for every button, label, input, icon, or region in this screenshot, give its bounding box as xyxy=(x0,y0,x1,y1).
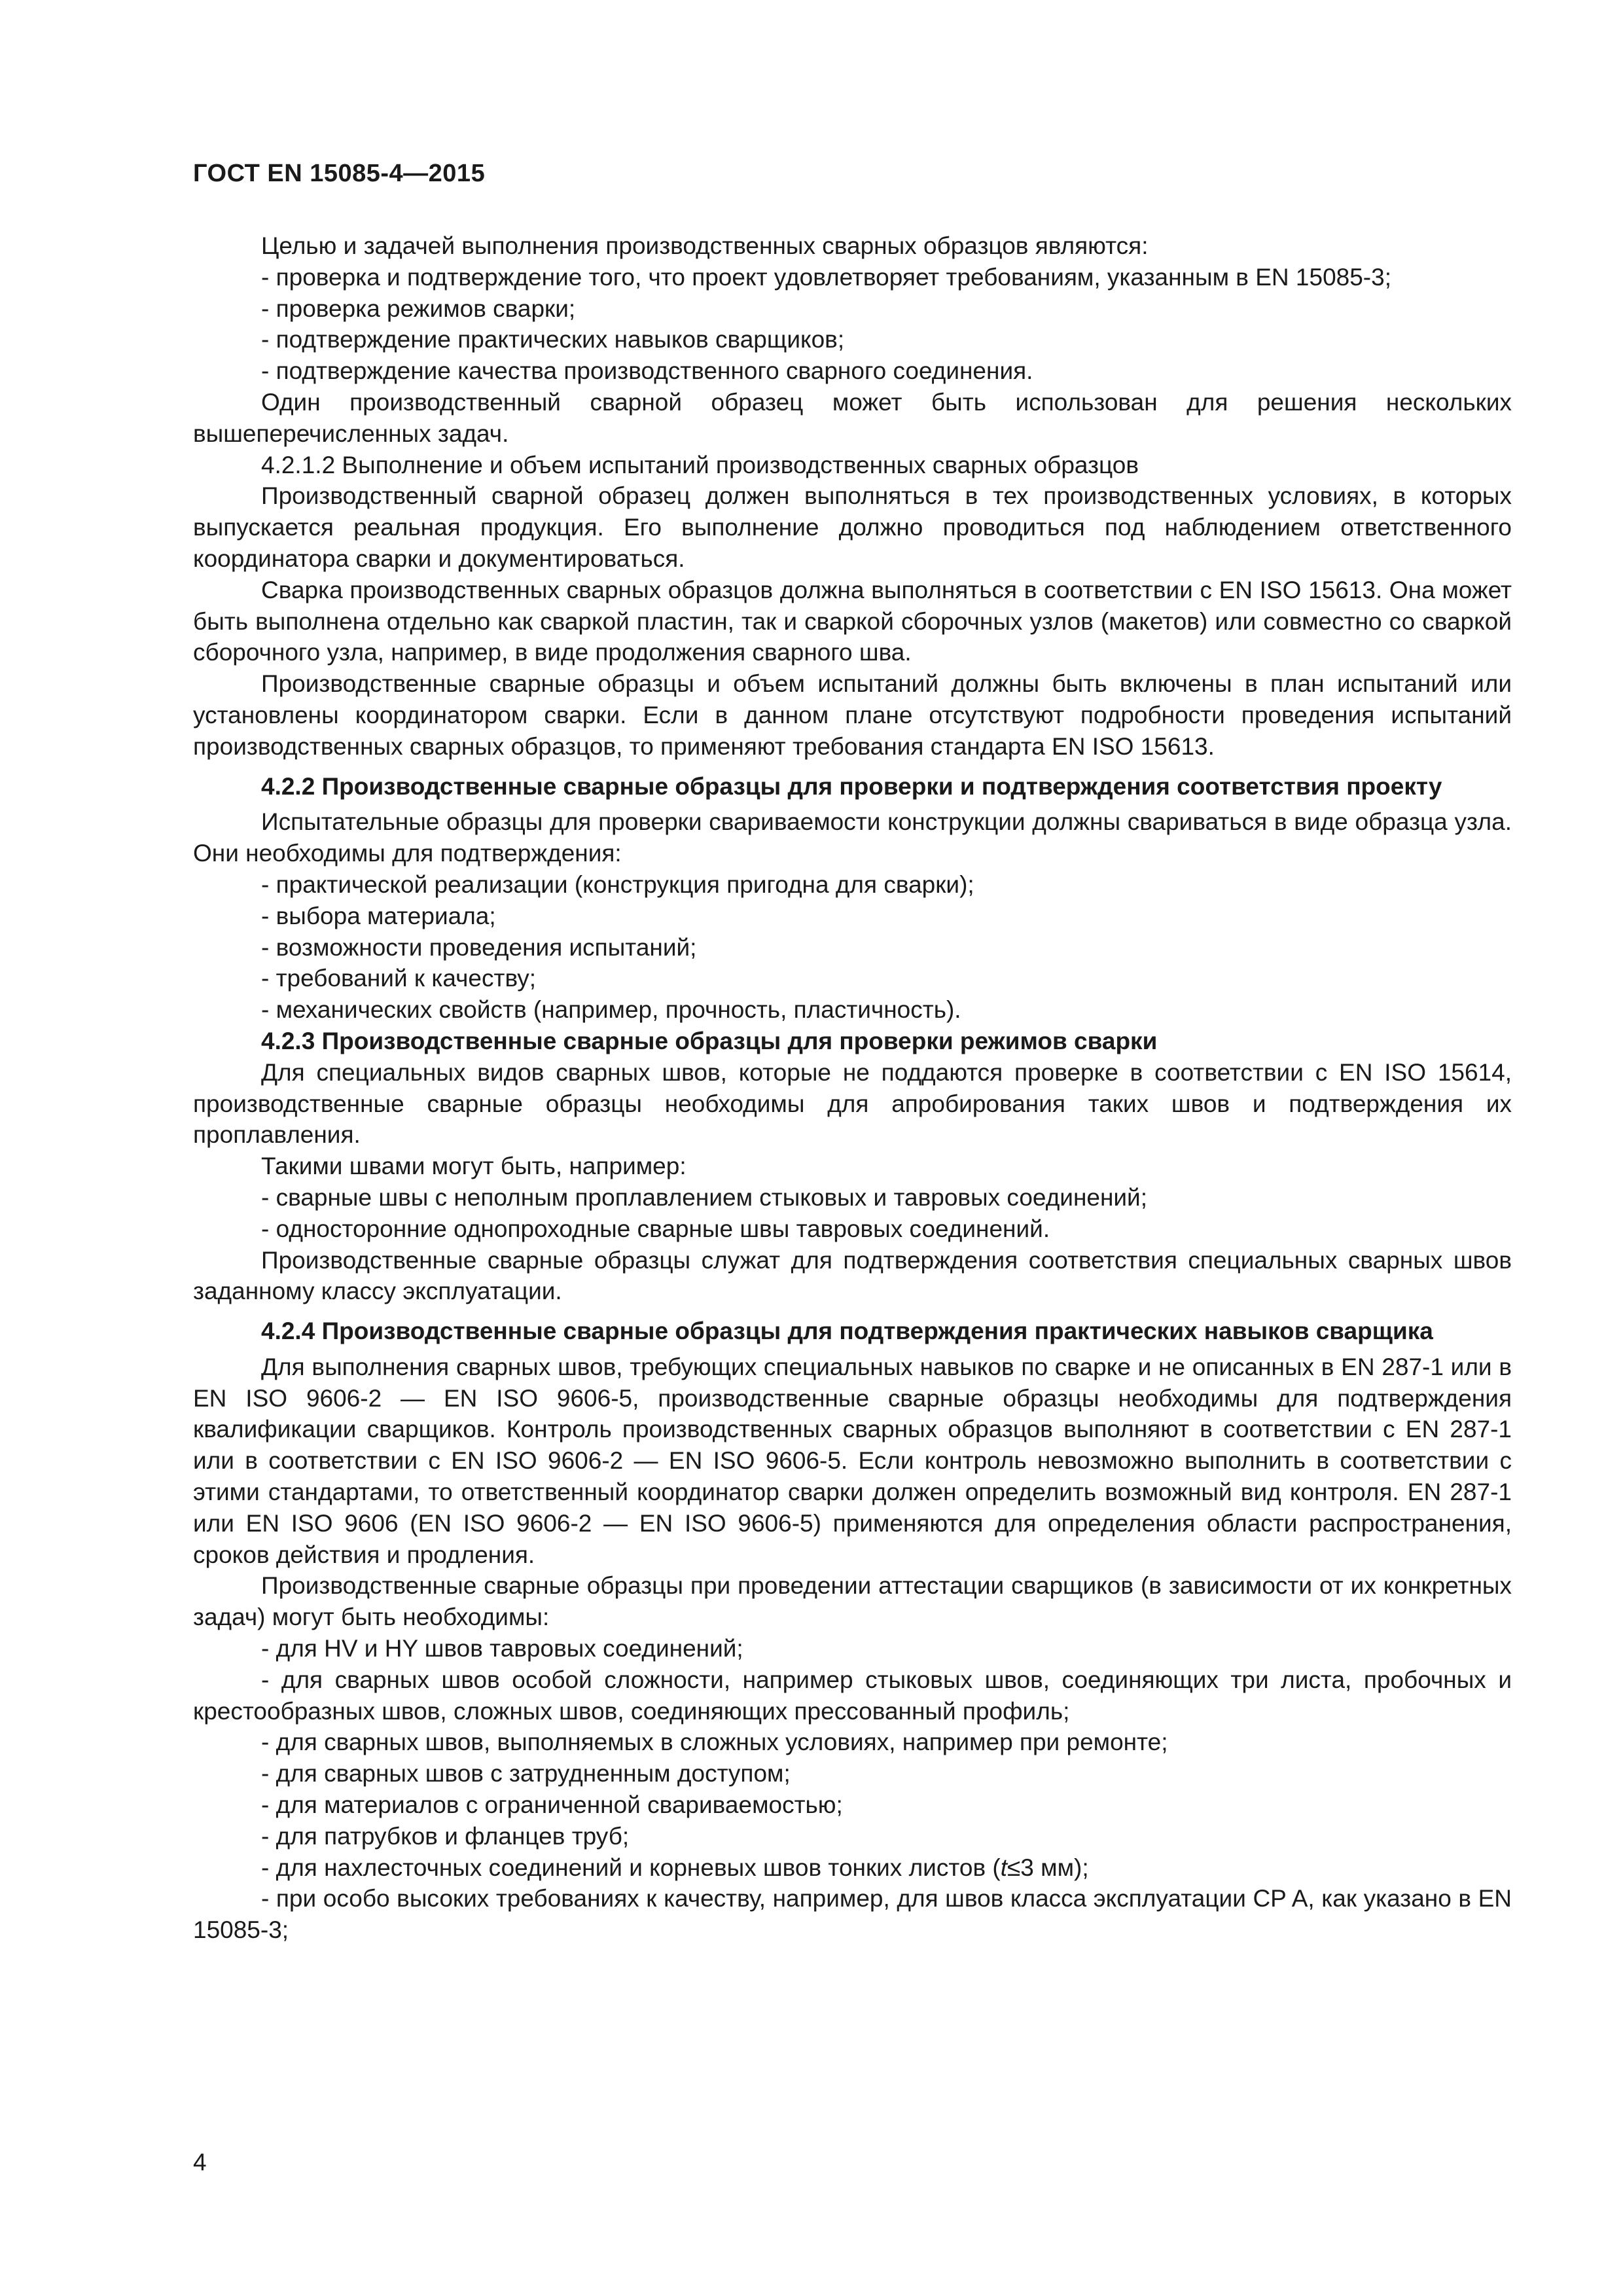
list-item: - для сварных швов особой сложности, например стыковых швов, соединяющих три листа, пробочных и крестообразных швов, сложных швов, соединяющих прессованный профиль; xyxy=(193,1666,1512,1725)
paragraph: Сварка производственных сварных образцов должна выполняться в соответствии с EN ISO 15613. Она может быть выполнена отдельно как сваркой пластин, так и сваркой сборочных узлов (макетов) или совместно со сваркой сборочного узла, например, в виде продолжения сварного шва. xyxy=(193,576,1512,666)
list-item: - для материалов с ограниченной свариваемостью; xyxy=(261,1791,843,1819)
page-number: 4 xyxy=(193,2149,207,2176)
paragraph: Для выполнения сварных швов, требующих специальных навыков по сварке и не описанных в EN 287-1 или в EN ISO 9606-2 — EN ISO 9606-5, производственные сварные образцы необходимы для подтверждения квалификации сварщиков. Контроль производственных сварных образцов выполняют в соответствии с EN 287-1 или в соответствии с EN ISO 9606-2 — EN ISO 9606-5. Если контроль невозможно выполнить в соответствии с этими стандартами, то ответственный координатор сварки должен определить возможный вид контроля. EN 287-1 или EN ISO 9606 (EN ISO 9606-2 — EN ISO 9606-5) применяются для определения области распространения, сроков действия и продления. xyxy=(193,1353,1512,1568)
paragraph: Производственный сварной образец должен выполняться в тех производственных условиях, в которых выпускается реальная продукция. Его выполнение должно проводиться под наблюдением ответственного координатора сварки и документироваться. xyxy=(193,482,1512,572)
list-item: - возможности проведения испытаний; xyxy=(261,933,697,961)
list-item: - проверка режимов сварки; xyxy=(261,295,576,322)
list-item: - сварные швы с неполным проплавлением стыковых и тавровых соединений; xyxy=(261,1183,1148,1211)
paragraph: Такими швами могут быть, например: xyxy=(261,1153,687,1180)
section-heading: 4.2.2 Производственные сварные образцы для проверки и подтверждения соответствия проекту xyxy=(261,772,1442,800)
document-header: ГОСТ EN 15085-4—2015 xyxy=(193,160,486,187)
list-item: - для сварных швов с затрудненным доступом; xyxy=(261,1760,791,1787)
paragraph: Производственные сварные образцы и объем испытаний должны быть включены в план испытаний или установлены координатором сварки. Если в данном плане отсутствуют подробности проведения испытаний производственных сварных образцов, то применяют требования стандарта EN ISO 15613. xyxy=(193,670,1512,760)
document-body xyxy=(193,230,1512,1946)
section-heading: 4.2.3 Производственные сварные образцы для проверки режимов сварки xyxy=(261,1027,1158,1054)
paragraph: Один производственный сварной образец может быть использован для решения нескольких вышеперечисленных задач. xyxy=(193,388,1512,447)
paragraph: Производственные сварные образцы служат для подтверждения соответствия специальных сварных швов заданному классу эксплуатации. xyxy=(193,1246,1512,1305)
list-item: - для сварных швов, выполняемых в сложных условиях, например при ремонте; xyxy=(261,1729,1168,1756)
paragraph: Целью и задачей выполнения производственных сварных образцов являются: xyxy=(261,232,1149,259)
list-item-text: - для нахлесточных соединений и корневых швов тонких листов ( xyxy=(261,1854,1001,1881)
list-item xyxy=(193,1852,1512,1884)
list-item: - требований к качеству; xyxy=(261,965,537,992)
thickness-variable: t xyxy=(1000,1854,1007,1881)
list-item: - механических свойств (например, прочность, пластичность). xyxy=(261,996,961,1024)
paragraph: Для специальных видов сварных швов, которые не поддаются проверке в соответствии с EN ISO 15614, производственные сварные образцы необходимы для апробирования таких швов и подтверждения их проплавления. xyxy=(193,1058,1512,1149)
list-item-text: ≤3 мм); xyxy=(1007,1854,1089,1881)
list-item: - выбора материала; xyxy=(261,902,496,929)
list-item: - практической реализации (конструкция пригодна для сварки); xyxy=(261,870,974,898)
list-item: - подтверждение практических навыков сварщиков; xyxy=(261,326,845,353)
paragraph: Производственные сварные образцы при проведении аттестации сварщиков (в зависимости от их конкретных задач) могут быть необходимы: xyxy=(193,1572,1512,1631)
list-item: - для HV и HY швов тавровых соединений; xyxy=(261,1635,743,1662)
list-item: - проверка и подтверждение того, что проект удовлетворяет требованиям, указанным в EN 15085-3; xyxy=(261,263,1391,291)
list-item: - подтверждение качества производственного сварного соединения. xyxy=(261,357,1033,385)
paragraph: Испытательные образцы для проверки свариваемости конструкции должны свариваться в виде образца узла. Они необходимы для подтверждения: xyxy=(193,808,1512,867)
list-item: - при особо высоких требованиях к качеству, например, для швов класса эксплуатации CP A, как указано в EN 15085-3; xyxy=(193,1885,1512,1944)
section-heading: 4.2.4 Производственные сварные образцы для подтверждения практических навыков сварщика xyxy=(261,1318,1433,1345)
list-item: - односторонние однопроходные сварные швы тавровых соединений. xyxy=(261,1215,1050,1242)
list-item: - для патрубков и фланцев труб; xyxy=(261,1822,630,1850)
subsection-heading: 4.2.1.2 Выполнение и объем испытаний производственных сварных образцов xyxy=(261,451,1139,478)
